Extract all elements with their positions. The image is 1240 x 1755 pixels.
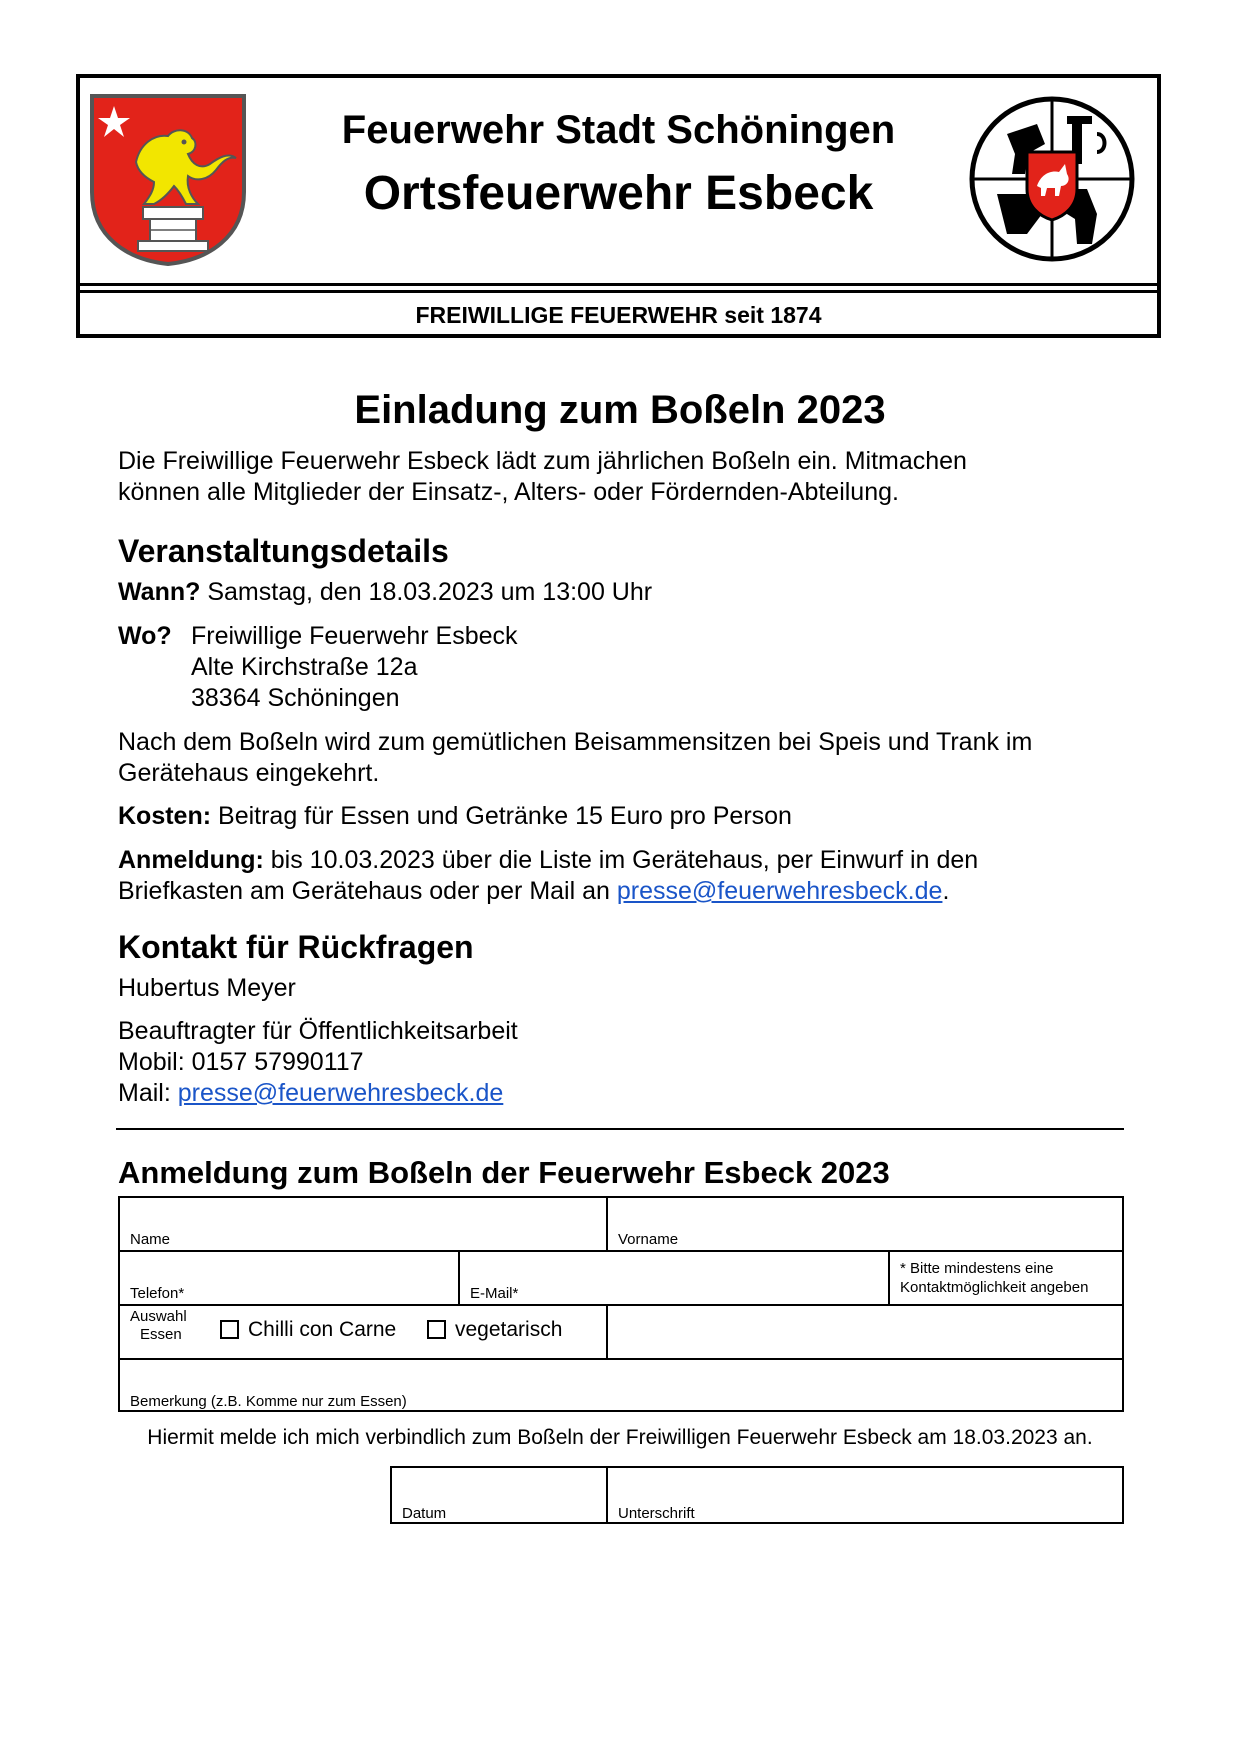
- contact-note: * Bitte mindestens eine Kontaktmöglichkeit angeben: [900, 1260, 1089, 1296]
- contact-heading: Kontakt für Rückfragen: [118, 929, 474, 965]
- cost-label: Kosten:: [118, 802, 212, 830]
- intro-line: können alle Mitglieder der Einsatz-, Alters- oder Fördernden-Abteilung.: [118, 478, 899, 506]
- contact-role: Beauftragter für Öffentlichkeitsarbeit: [118, 1017, 518, 1045]
- unit-title: Ortsfeuerwehr Esbeck: [363, 167, 874, 220]
- contact-name: Hubertus Meyer: [118, 974, 296, 1002]
- signature-block: [390, 1466, 1124, 1524]
- cost-value: Beitrag für Essen und Getränke 15 Euro pro Person: [218, 802, 792, 830]
- contact-email-link[interactable]: presse@feuerwehresbeck.de: [177, 1079, 504, 1107]
- fire-brigade-emblem-icon: [967, 94, 1137, 264]
- telefon-field[interactable]: [120, 1252, 458, 1304]
- food-choice-label: Auswahl: [130, 1308, 187, 1325]
- food-choice-label: Essen: [140, 1326, 182, 1343]
- vegetarian-option-label: vegetarisch: [455, 1318, 563, 1341]
- contact-mail-line: Mail: presse@feuerwehresbeck.de: [118, 1079, 504, 1107]
- registration-form: [118, 1196, 1124, 1412]
- after-event-line: Gerätehaus eingekehrt.: [118, 759, 380, 787]
- letterhead: [76, 74, 1161, 338]
- where-line: Alte Kirchstraße 12a: [191, 653, 418, 681]
- binding-confirmation: Hiermit melde ich mich verbindlich zum Boßeln der Freiwilligen Feuerwehr Esbeck am 18.03.2023 an.: [147, 1426, 1093, 1449]
- intro-line: Die Freiwillige Feuerwehr Esbeck lädt zum jährlichen Boßeln ein. Mitmachen: [118, 447, 967, 475]
- when-value: Samstag, den 18.03.2023 um 13:00 Uhr: [207, 578, 653, 606]
- where-line: 38364 Schöningen: [191, 684, 400, 712]
- cost-line: [118, 801, 792, 832]
- email-label: E-Mail*: [470, 1285, 519, 1302]
- remark-field[interactable]: [120, 1360, 1122, 1410]
- letterhead-top: [80, 78, 1157, 286]
- registration-line: Anmeldung: bis 10.03.2023 über die Liste im Gerätehaus, per Einwurf in den: [118, 846, 979, 874]
- founding-line: FREIWILLIGE FEUERWEHR seit 1874: [80, 290, 1157, 338]
- registration-label: Anmeldung:: [118, 846, 264, 874]
- remark-label: Bemerkung (z.B. Komme nur zum Essen): [130, 1393, 407, 1410]
- registration-line: Briefkasten am Gerätehaus oder per Mail an presse@feuerwehresbeck.de.: [118, 877, 950, 905]
- email-field[interactable]: [460, 1252, 888, 1304]
- contact-mobile: Mobil: 0157 57990117: [118, 1048, 364, 1076]
- registration-email-link[interactable]: presse@feuerwehresbeck.de: [616, 877, 943, 905]
- chilli-option-label: Chilli con Carne: [248, 1318, 397, 1341]
- telefon-label: Telefon*: [130, 1285, 185, 1302]
- organization-title: Feuerwehr Stadt Schöningen: [341, 108, 896, 152]
- signature-label: Unterschrift: [618, 1505, 695, 1522]
- page-title: Einladung zum Boßeln 2023: [354, 388, 886, 432]
- name-field[interactable]: [120, 1198, 606, 1250]
- signature-field[interactable]: [608, 1468, 1122, 1522]
- vorname-label: Vorname: [618, 1231, 679, 1248]
- section-divider: [116, 1128, 1124, 1130]
- food-extra-field[interactable]: [608, 1306, 1122, 1358]
- where-line: Freiwillige Feuerwehr Esbeck: [191, 622, 518, 650]
- when-label: Wann?: [118, 578, 201, 606]
- details-heading: Veranstaltungsdetails: [118, 533, 449, 569]
- vorname-field[interactable]: [608, 1198, 1122, 1250]
- date-label: Datum: [402, 1505, 447, 1522]
- chilli-checkbox[interactable]: [220, 1320, 239, 1339]
- where-label: Wo?: [118, 622, 172, 650]
- name-label: Name: [130, 1231, 171, 1248]
- form-heading: Anmeldung zum Boßeln der Feuerwehr Esbeck 2023: [118, 1155, 890, 1190]
- after-event-line: Nach dem Boßeln wird zum gemütlichen Beisammensitzen bei Speis und Trank im: [118, 728, 1033, 756]
- date-field[interactable]: [392, 1468, 606, 1522]
- when-line: [118, 577, 652, 608]
- vegetarian-checkbox[interactable]: [427, 1320, 446, 1339]
